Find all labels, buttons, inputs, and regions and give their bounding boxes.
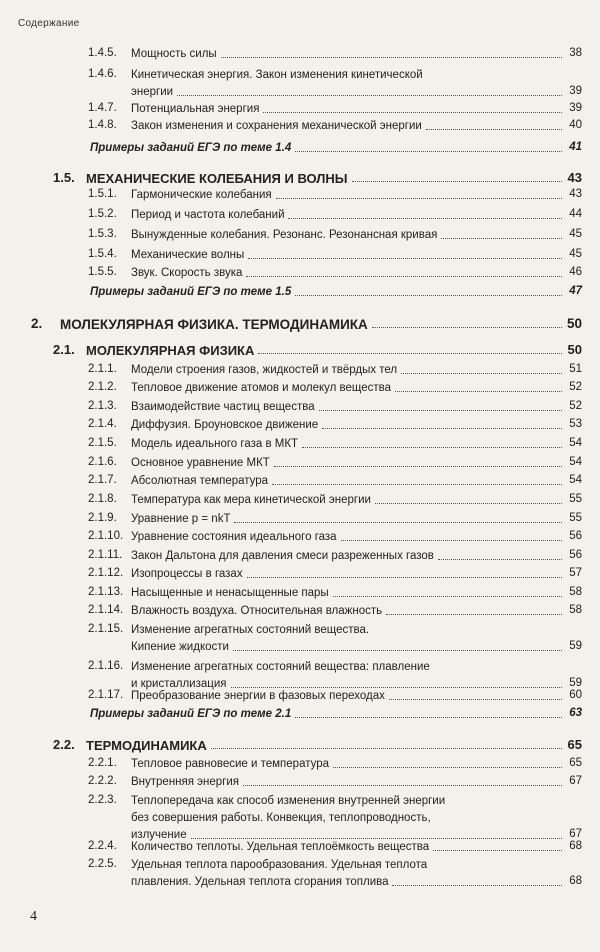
toc-title-line: Модель идеального газа в МКТ — [131, 438, 299, 450]
toc-number: 2.1.16. — [88, 660, 124, 672]
toc-title-line: Изопроцессы в газах — [131, 568, 243, 580]
toc-page-number: 47 — [569, 285, 582, 297]
toc-number: 1.5. — [53, 170, 75, 185]
toc-page-number: 63 — [569, 707, 582, 719]
toc-title-line: Изменение агрегатных состояний вещества: плавление — [131, 661, 430, 673]
toc-title — [86, 342, 550, 360]
toc-page-number: 56 — [569, 549, 582, 561]
toc-page-number: 51 — [569, 363, 582, 375]
toc-page-number: 52 — [569, 381, 582, 393]
toc-number: 1.4.8. — [88, 119, 117, 131]
toc-number: 2.1.14. — [88, 604, 124, 616]
toc-title — [131, 399, 550, 416]
toc-title-line: Мощность силы — [131, 48, 217, 60]
toc-title — [131, 187, 550, 204]
toc-leader-dots — [258, 353, 562, 354]
toc-leader-dots — [302, 447, 562, 448]
toc-title — [131, 362, 550, 379]
toc-number: 1.4.7. — [88, 102, 117, 114]
toc-leader-dots — [389, 699, 562, 700]
toc-number: 2.1.7. — [88, 474, 117, 486]
toc-page-number: 52 — [569, 400, 582, 412]
toc-number: 2.1. — [53, 342, 75, 357]
toc-number: 2.1.13. — [88, 586, 124, 598]
toc-title-line: Удельная теплота парообразования. Удельная теплота — [131, 859, 428, 871]
toc-number: 2.1.11. — [88, 549, 123, 561]
toc-leader-dots — [333, 596, 562, 597]
toc-title-line: плавления. Удельная теплота сгорания топлива — [131, 876, 389, 888]
toc-page-number: 45 — [569, 228, 582, 240]
toc-page-number: 65 — [567, 737, 582, 752]
toc-title-line: Температура как мера кинетической энергии — [131, 494, 371, 506]
toc-page-number: 38 — [569, 47, 582, 59]
toc-title-line: Закон Дальтона для давления смеси разреженных газов — [131, 550, 434, 562]
toc-leader-dots — [211, 748, 562, 749]
toc-title — [131, 380, 550, 397]
toc-leader-dots — [392, 885, 562, 886]
toc-page-number: 43 — [567, 170, 582, 185]
toc-number: 2.1.5. — [88, 437, 117, 449]
toc-title — [131, 548, 550, 565]
toc-page-number: 57 — [569, 567, 582, 579]
toc-title-line: энергии — [131, 86, 174, 98]
toc-number: 1.4.5. — [88, 47, 117, 59]
toc-page-number: 67 — [569, 828, 582, 840]
toc-title-line: Кинетическая энергия. Закон изменения кинетической — [131, 69, 423, 81]
toc-page-number: 59 — [569, 640, 582, 652]
toc-title-line: Внутренняя энергия — [131, 776, 240, 788]
toc-page-number: 60 — [569, 689, 582, 701]
toc-title-line: Закон изменения и сохранения механической энергии — [131, 120, 422, 132]
toc-number: 2.2.1. — [88, 757, 117, 769]
toc-leader-dots — [295, 717, 562, 718]
toc-number: 2.2.5. — [88, 858, 117, 870]
toc-title-line: Кипение жидкости — [131, 641, 229, 653]
toc-leader-dots — [341, 540, 562, 541]
toc-title-line: Период и частота колебаний — [131, 209, 285, 221]
toc-number: 1.5.4. — [88, 248, 117, 260]
toc-number: 1.5.1. — [88, 188, 117, 200]
toc-leader-dots — [246, 276, 562, 277]
toc-number: 2.2. — [53, 737, 75, 752]
toc-title-line: Уравнение p = nkT — [131, 513, 231, 525]
toc-page-number: 46 — [569, 266, 582, 278]
toc-page-number: 41 — [569, 141, 582, 153]
toc-leader-dots — [322, 428, 562, 429]
toc-title — [131, 436, 550, 453]
toc-leader-dots — [234, 522, 562, 523]
toc-title — [86, 737, 550, 755]
toc-leader-dots — [426, 129, 562, 130]
toc-leader-dots — [295, 295, 562, 296]
toc-page-number: 68 — [569, 875, 582, 887]
toc-page-number: 65 — [569, 757, 582, 769]
toc-leader-dots — [288, 218, 562, 219]
toc-number: 2.1.17. — [88, 689, 124, 701]
toc-number: 1.5.2. — [88, 208, 117, 220]
toc-leader-dots — [274, 466, 562, 467]
toc-leader-dots — [395, 391, 562, 392]
toc-number: 1.5.3. — [88, 228, 117, 240]
toc-title-line: излучение — [131, 829, 187, 841]
toc-title — [90, 284, 550, 301]
toc-number: 2.1.12. — [88, 567, 124, 579]
toc-number: 2.1.8. — [88, 493, 117, 505]
toc-leader-dots — [372, 327, 562, 328]
toc-number: 2.1.1. — [88, 363, 117, 375]
toc-title — [131, 101, 550, 118]
toc-title-line: Примеры заданий ЕГЭ по теме 1.5 — [90, 286, 292, 298]
toc-page-number: 55 — [569, 512, 582, 524]
toc-number: 2.1.10. — [88, 530, 124, 542]
toc-title-line: ТЕРМОДИНАМИКА — [86, 738, 207, 753]
toc-leader-dots — [247, 577, 562, 578]
toc-title-line: МЕХАНИЧЕСКИЕ КОЛЕБАНИЯ И ВОЛНЫ — [86, 171, 348, 186]
toc-leader-dots — [272, 484, 562, 485]
toc-page-number: 39 — [569, 85, 582, 97]
toc-leader-dots — [386, 614, 562, 615]
toc-number: 2.2.3. — [88, 794, 117, 806]
toc-page-number: 54 — [569, 456, 582, 468]
toc-title-line: Абсолютная температура — [131, 475, 269, 487]
toc-title-line: Механические волны — [131, 249, 245, 261]
toc-leader-dots — [375, 503, 562, 504]
toc-page-number: 58 — [569, 604, 582, 616]
toc-page-number: 56 — [569, 530, 582, 542]
toc-number: 2.1.6. — [88, 456, 117, 468]
toc-page-number: 55 — [569, 493, 582, 505]
toc-title-line: Вынужденные колебания. Резонанс. Резонансная кривая — [131, 229, 438, 241]
toc-page-number: 54 — [569, 474, 582, 486]
toc-page-number: 40 — [569, 119, 582, 131]
toc-title-line: Звук. Скорость звука — [131, 267, 243, 279]
toc-leader-dots — [276, 198, 562, 199]
toc-title — [131, 566, 550, 583]
toc-leader-dots — [401, 373, 562, 374]
toc-leader-dots — [433, 850, 562, 851]
toc-title — [131, 227, 550, 244]
toc-title — [90, 140, 550, 157]
toc-page-number: 68 — [569, 840, 582, 852]
toc-leader-dots — [295, 151, 562, 152]
toc-leader-dots — [248, 258, 562, 259]
toc-title — [90, 706, 550, 723]
toc-title — [131, 207, 550, 224]
toc-title-line: Примеры заданий ЕГЭ по теме 2.1 — [90, 708, 292, 720]
toc-title-line: и кристаллизация — [131, 678, 227, 690]
toc-title — [131, 511, 550, 528]
toc-title — [60, 316, 550, 334]
toc-title-line: Количество теплоты. Удельная теплоёмкость вещества — [131, 841, 430, 853]
toc-page-number: 54 — [569, 437, 582, 449]
toc-title — [131, 118, 550, 135]
toc-title-line: МОЛЕКУЛЯРНАЯ ФИЗИКА. ТЕРМОДИНАМИКА — [60, 317, 368, 332]
toc-title-line: без совершения работы. Конвекция, теплопроводность, — [131, 812, 431, 824]
page-number: 4 — [30, 909, 37, 924]
toc-number: 1.5.5. — [88, 266, 117, 278]
toc-title — [131, 839, 550, 856]
toc-title-line: Насыщенные и ненасыщенные пары — [131, 587, 329, 599]
toc-page-number: 39 — [569, 102, 582, 114]
toc-title-line: Тепловое равновесие и температура — [131, 758, 330, 770]
toc-number: 2. — [31, 316, 43, 331]
toc-leader-dots — [221, 57, 562, 58]
toc-page-number: 45 — [569, 248, 582, 260]
running-header: Содержание — [18, 18, 80, 29]
toc-page-number: 53 — [569, 418, 582, 430]
toc-number: 2.1.9. — [88, 512, 117, 524]
toc-page-number: 50 — [567, 342, 582, 357]
toc-leader-dots — [243, 785, 562, 786]
toc-title-line: Влажность воздуха. Относительная влажность — [131, 605, 383, 617]
toc-title — [131, 492, 550, 509]
toc-number: 1.4.6. — [88, 68, 117, 80]
toc-number: 2.1.2. — [88, 381, 117, 393]
toc-title — [131, 265, 550, 282]
toc-title — [131, 585, 550, 602]
toc-page-number: 58 — [569, 586, 582, 598]
toc-leader-dots — [438, 559, 562, 560]
toc-title-line: МОЛЕКУЛЯРНАЯ ФИЗИКА — [86, 343, 255, 358]
toc-title-line: Основное уравнение МКТ — [131, 457, 270, 469]
toc-title — [131, 473, 550, 490]
toc-number: 2.1.4. — [88, 418, 117, 430]
toc-title — [131, 455, 550, 472]
toc-title — [131, 688, 550, 705]
toc-leader-dots — [333, 767, 562, 768]
toc-title-line: Примеры заданий ЕГЭ по теме 1.4 — [90, 142, 292, 154]
toc-title-line: Тепловое движение атомов и молекул вещества — [131, 382, 392, 394]
toc-leader-dots — [352, 181, 562, 182]
toc-title — [131, 793, 550, 844]
toc-number: 2.2.2. — [88, 775, 117, 787]
toc-title-line: Взаимодействие частиц вещества — [131, 401, 315, 413]
toc-title — [131, 603, 550, 620]
toc-title-line: Теплопередача как способ изменения внутренней энергии — [131, 795, 446, 807]
toc-leader-dots — [319, 410, 562, 411]
toc-title-line: Модели строения газов, жидкостей и твёрдых тел — [131, 364, 398, 376]
toc-title-line: Преобразование энергии в фазовых переходах — [131, 690, 385, 702]
toc-page-number: 44 — [569, 208, 582, 220]
toc-title — [131, 46, 550, 63]
toc-title-line: Потенциальная энергия — [131, 103, 260, 115]
toc-page-number: 67 — [569, 775, 582, 787]
toc-page-number: 50 — [566, 316, 582, 331]
toc-number: 2.1.3. — [88, 400, 117, 412]
toc-number: 2.2.4. — [88, 840, 117, 852]
toc-title — [86, 170, 550, 188]
toc-title — [131, 247, 550, 264]
toc-title-line: Уравнение состояния идеального газа — [131, 531, 337, 543]
toc-title-line: Изменение агрегатных состояний вещества. — [131, 624, 370, 636]
toc-leader-dots — [177, 95, 562, 96]
toc-title — [131, 756, 550, 773]
toc-title — [131, 417, 550, 434]
toc-title-line: Гармонические колебания — [131, 189, 272, 201]
toc-title — [131, 529, 550, 546]
toc-title — [131, 774, 550, 791]
toc-leader-dots — [263, 112, 562, 113]
toc-page-number: 43 — [569, 188, 582, 200]
toc-page-number: 59 — [569, 677, 582, 689]
toc-number: 2.1.15. — [88, 623, 124, 635]
toc-title-line: Диффузия. Броуновское движение — [131, 419, 319, 431]
toc-leader-dots — [233, 650, 562, 651]
toc-leader-dots — [441, 238, 562, 239]
